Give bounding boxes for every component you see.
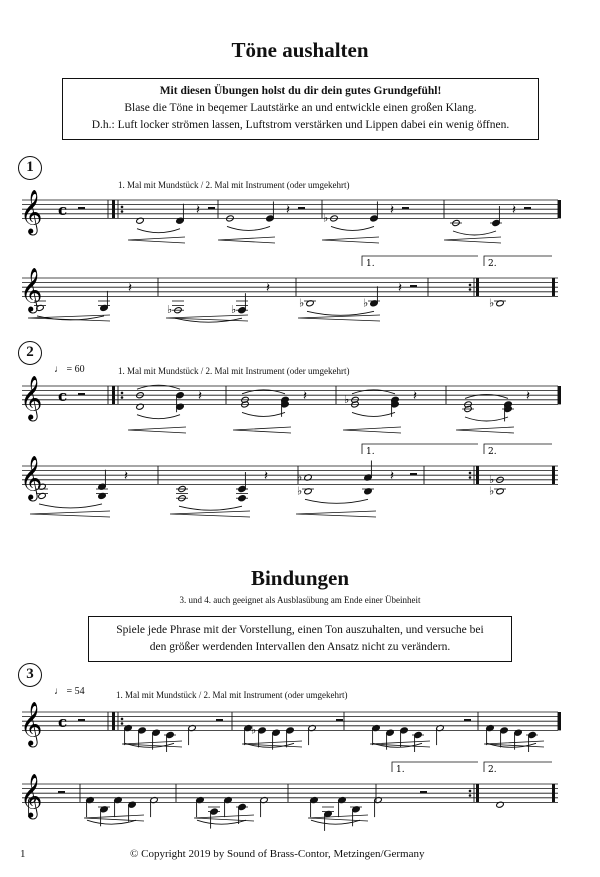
flat-icon: ♭ [489,484,495,498]
crescendo-hairpin [298,315,380,321]
half-rest [58,791,65,793]
final-barline [476,278,479,296]
volta-bracket [362,444,478,454]
volta-label: 1. [366,447,375,457]
volta-label: 2. [488,447,497,457]
copyright: © Copyright 2019 by Sound of Brass-Contor, Metzingen/Germany [130,848,425,860]
crescendo-hairpin [322,237,379,243]
crescendo-hairpin [30,511,110,517]
treble-clef-icon: 𝄞 [20,701,43,746]
final-barline [552,466,555,484]
final-barline [112,386,115,404]
half-rest [402,207,409,209]
treble-clef-icon: 𝄞 [20,455,43,500]
quarter-rest-icon: 𝄽 [198,388,202,404]
treble-clef-icon: 𝄞 [20,189,43,234]
repeat-dot [469,790,472,793]
quarter-rest-icon: 𝄽 [512,202,516,218]
repeat-dot [121,718,124,721]
exercise-number: 2 [18,341,42,365]
slur [307,311,374,315]
exercise-number: 1 [18,156,42,180]
quarter-rest-icon: 𝄽 [303,388,307,404]
flat-icon: ♭ [489,472,495,486]
flat-icon: ♭ [297,484,303,498]
final-barline [476,466,479,484]
repeat-dot [469,476,472,479]
box-line: Spiele jede Phrase mit der Vorstellung, einen Ton auszuhalten, und versuche bei [116,624,484,636]
half-rest [298,207,305,209]
box-heading: Mit diesen Übungen holst du dir dein gutes Grundgefühl! [159,85,442,97]
crescendo-hairpin [128,237,185,243]
section-subtitle: 3. und 4. auch geeignet als Ausblasübung am Ende einer Übeinheit [179,595,421,605]
crescendo-hairpin [343,427,401,433]
final-barline [558,712,561,730]
half-rest [420,791,427,793]
half-rest [524,207,531,209]
exercise-instruction: 1. Mal mit Mundstück / 2. Mal mit Instrument (oder umgekehrt) [116,690,348,700]
crescendo-hairpin [296,511,376,517]
crescendo-hairpin [128,427,186,433]
time-signature: c [58,386,68,405]
flat-icon: ♭ [323,211,329,225]
slur [137,229,180,233]
slur [39,504,102,508]
volta-bracket [392,762,478,772]
quarter-rest-icon: 𝄽 [390,202,394,218]
page-number: 1 [20,848,26,860]
flat-icon: ♭ [167,303,173,317]
quarter-rest-icon: 𝄽 [398,280,402,296]
repeat-dot [121,206,124,209]
final-barline [476,784,479,802]
final-barline [558,386,561,404]
quarter-rest-icon: 𝄽 [390,468,394,484]
half-rest [78,719,85,721]
half-rest [410,285,417,287]
flat-icon: ♭ [363,296,369,310]
half-rest [336,719,343,721]
slur [352,412,395,416]
treble-clef-icon: 𝄞 [20,773,43,818]
volta-label: 2. [488,259,497,269]
flat-icon: ♭ [251,723,257,737]
final-barline [112,712,115,730]
repeat-dot [469,284,472,287]
volta-label: 1. [366,259,375,269]
flat-icon: ♭ [297,470,303,484]
crescendo-hairpin [456,427,514,433]
tempo-value: = 60 [66,364,85,375]
flat-icon: ♭ [344,392,350,406]
slur [331,226,374,230]
volta-label: 1. [396,765,405,775]
half-rest [78,207,85,209]
crescendo-hairpin [444,237,501,243]
tempo-value: = 54 [66,686,85,697]
quarter-rest-icon: 𝄽 [128,280,132,296]
slur [305,499,368,503]
flat-icon: ♭ [231,303,237,317]
treble-clef-icon: 𝄞 [20,267,43,312]
repeat-dot [121,722,124,725]
box-line: Blase die Töne in beqemer Lautstärke an und entwickle einen großen Klang. [124,102,477,114]
repeat-dot [121,392,124,395]
final-barline [558,200,561,218]
exercise-instruction: 1. Mal mit Mundstück / 2. Mal mit Instrument (oder umgekehrt) [118,366,350,376]
half-rest [464,719,471,721]
tempo-marking: ♩ = 54 [54,686,85,697]
repeat-dot [121,210,124,213]
final-barline [552,278,555,296]
half-rest [208,207,215,209]
exercise-instruction: 1. Mal mit Mundstück / 2. Mal mit Instrument (oder umgekehrt) [118,180,350,190]
exercise-number: 3 [18,663,42,687]
page-title: Töne aushalten [231,38,369,62]
tempo-marking: ♩ = 60 [54,364,85,375]
slur [227,226,270,230]
final-barline [552,784,555,802]
time-signature: c [58,200,68,219]
repeat-dot [469,794,472,797]
crescendo-hairpin [170,511,250,517]
slur [453,231,496,235]
time-signature: c [58,712,68,731]
slur [242,412,285,416]
slur [179,506,242,510]
quarter-rest-icon: 𝄽 [526,388,530,404]
slur [465,417,508,421]
box-line: D.h.: Luft locker strömen lassen, Luftstrom verstärken und Lippen dabei ein wenig öffnen. [91,119,510,131]
repeat-dot [469,288,472,291]
quarter-rest-icon: 𝄽 [413,388,417,404]
flat-icon: ♭ [489,296,495,310]
half-rest [410,473,417,475]
repeat-dot [121,396,124,399]
volta-bracket [362,256,478,266]
note-head [238,495,246,502]
volta-label: 2. [488,765,497,775]
slur [137,415,180,419]
final-barline [112,200,115,218]
repeat-dot [469,472,472,475]
treble-clef-icon: 𝄞 [20,375,43,420]
quarter-rest-icon: 𝄽 [124,468,128,484]
crescendo-hairpin [218,237,275,243]
crescendo-hairpin [233,427,291,433]
half-rest [78,393,85,395]
section-title: Bindungen [250,566,350,590]
half-rest [216,719,223,721]
flat-icon: ♭ [299,296,305,310]
quarter-rest-icon: 𝄽 [286,202,290,218]
quarter-rest-icon: 𝄽 [266,280,270,296]
quarter-rest-icon: 𝄽 [264,468,268,484]
box-line: den größer werdenden Intervallen den Ansatz nicht zu verändern. [149,641,451,653]
quarter-rest-icon: 𝄽 [196,202,200,218]
